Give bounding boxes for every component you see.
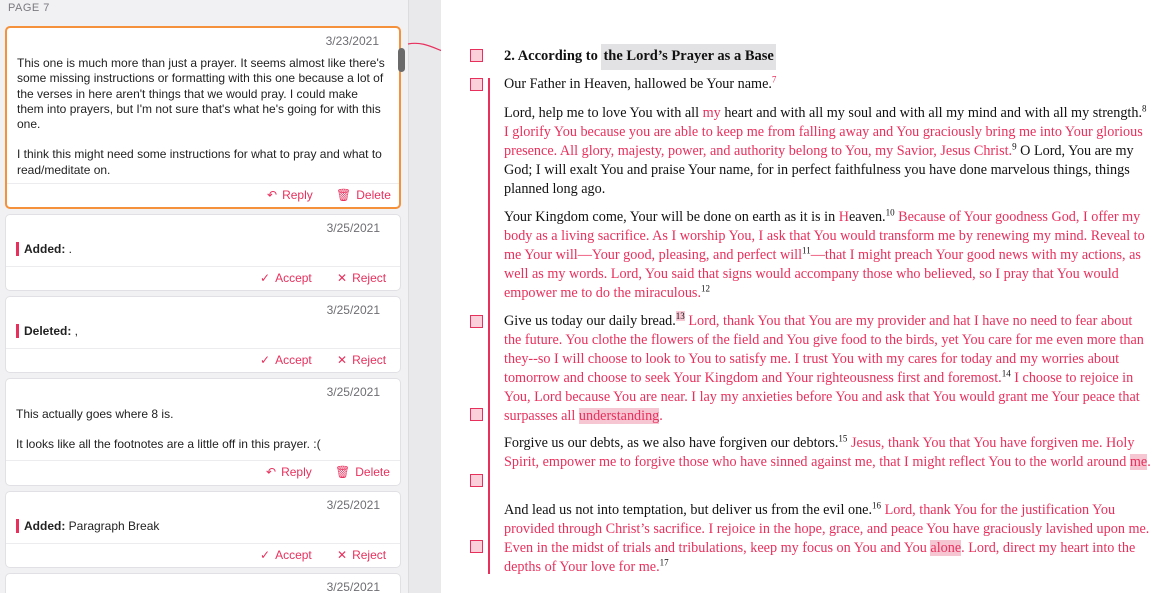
comment-marker[interactable] (470, 49, 483, 62)
gutter (409, 0, 441, 593)
reject-label: Reject (352, 271, 387, 285)
footnote-ref[interactable]: 15 (838, 433, 848, 444)
checkmark-icon: ✓ (260, 271, 271, 285)
checkmark-icon: ✓ (260, 548, 271, 562)
text-run: Lord, help me to love You with all (504, 105, 703, 121)
inserted-text: —that I might preach Your good news with my actions, as well as my words. Lord, You said that signs would accompany those who believed, so I pray that You would empower me to do the miraculous. (504, 247, 1141, 301)
inserted-text: my (702, 105, 721, 121)
reply-label: Reply (281, 465, 312, 479)
commented-text[interactable]: me (1129, 454, 1148, 470)
change-card[interactable] (5, 491, 401, 568)
change-date: 3/25/2021 (326, 221, 380, 235)
change-description (16, 519, 159, 533)
comment-actions (7, 183, 399, 206)
heading-prefix: 2. According to (504, 48, 602, 64)
change-kind: Added: (24, 242, 66, 256)
page-label: PAGE 7 (8, 2, 50, 14)
change-card[interactable] (5, 296, 401, 373)
reply-label: Reply (282, 188, 313, 202)
comment-marker[interactable] (470, 408, 483, 421)
accept-button[interactable] (260, 353, 312, 367)
reject-button[interactable] (337, 271, 386, 285)
paragraph (504, 434, 1152, 472)
reject-button[interactable] (337, 353, 386, 367)
reply-button[interactable] (267, 188, 313, 202)
footnote-ref[interactable]: 14 (1001, 368, 1011, 379)
change-description (16, 324, 78, 338)
inserted-text: Lord, thank You that You are my provider and hat I have no need to fear about the future. You clothe the flowers of the field and You give food to the birds, yet You care for me even more than they--so I will choose to look to You to satisfy me. I trust You with my cares for today and my worries about tomorrow and choose to seek Your Kingdom and Your righteousness first and foremost. (504, 313, 1144, 386)
inserted-text: H (838, 209, 849, 225)
footnote-ref[interactable]: 13 (675, 311, 685, 322)
comment-text: This actually goes where 8 is. (16, 407, 174, 421)
comment-text: It looks like all the footnotes are a little off in this prayer. :( (16, 437, 321, 452)
comment-marker[interactable] (470, 315, 483, 328)
delete-button[interactable] (335, 465, 390, 479)
footnote-ref[interactable]: 8 (1142, 103, 1147, 114)
footnote-ref[interactable]: 16 (872, 500, 882, 511)
change-marker (16, 242, 19, 256)
change-date: 3/25/2021 (326, 498, 380, 512)
section-heading (504, 45, 776, 67)
text-run: O Lord, You are my God; I will exalt You and praise Your name, for in perfect faithfulness you have done marvelous things, things planned long ago. (504, 143, 1134, 197)
delete-label: Delete (356, 188, 391, 202)
change-text: , (71, 324, 79, 338)
comments-panel (0, 0, 409, 593)
inserted-text: Jesus, thank You that You have forgiven me. Holy Spirit, empower me to forgive those who have sinned against me, that I might reflect You to the world around (504, 435, 1135, 470)
comment-card[interactable] (5, 573, 401, 593)
heading-highlight: the Lord’s Prayer as a Base (601, 44, 775, 70)
change-actions (6, 543, 400, 566)
inserted-text: Lord, thank You for the justification You provided through Christ’s sacrifice. I rejoice in the hope, grace, and peace You have graciously lavished upon me. Even in the midst of trials and tribulations, keep my focus on You and You (504, 502, 1150, 556)
comment-marker[interactable] (470, 78, 483, 91)
change-actions (6, 348, 400, 371)
inserted-text: I choose to rejoice in You, Lord because You are near. I lay my anxieties before You and ask that You would grant me Your peace that surpasses all (504, 370, 1140, 424)
text-run: Give us today our daily bread. (504, 313, 676, 329)
footnote-ref[interactable]: 11 (802, 245, 811, 256)
paragraph (504, 501, 1152, 577)
footnote-ref[interactable]: 17 (659, 557, 669, 568)
inserted-text: I glorify You because you are able to keep me from falling away and You graciously bring me into Your glorious presence. All glory, majesty, power, and authority belong to You, my Savior, Jesus Christ. (504, 124, 1143, 159)
paragraph (504, 104, 1152, 199)
text-run: Forgive us our debts, as we also have forgiven our debtors. (504, 435, 839, 451)
footnote-ref[interactable]: 12 (701, 283, 710, 294)
change-date: 3/25/2021 (326, 303, 380, 317)
inserted-text: . (1147, 454, 1151, 470)
reject-button[interactable] (337, 548, 386, 562)
footnote-ref[interactable]: 7 (771, 74, 777, 85)
inserted-text: . Lord, direct my heart into the depths of Your love for me. (504, 540, 1136, 575)
commented-text[interactable]: understanding (578, 408, 660, 424)
comment-text: This one is much more than just a prayer. It seems almost like there's some missing instructions or formatting with this one because a lot of the verses in here aren't things that we would pray. I could make them into prayers, but I'm not sure that's what he's going for with this one. (17, 56, 385, 132)
text-run: Your Kingdom come, Your will be done on earth as it is in (504, 209, 839, 225)
comment-marker[interactable] (470, 474, 483, 487)
accept-label: Accept (275, 271, 312, 285)
reply-arrow-icon: ↶ (266, 465, 277, 479)
change-description (16, 242, 72, 256)
accept-button[interactable] (260, 548, 312, 562)
comment-actions (6, 460, 400, 483)
x-icon: ✕ (337, 353, 348, 367)
delete-button[interactable] (336, 188, 391, 202)
document[interactable] (441, 0, 1166, 593)
checkmark-icon: ✓ (260, 353, 271, 367)
inserted-text: . (659, 408, 663, 424)
comment-marker[interactable] (470, 540, 483, 553)
delete-label: Delete (355, 465, 390, 479)
trash-icon: 🗑 (336, 188, 352, 202)
comment-card[interactable] (5, 26, 401, 209)
comment-body (17, 56, 385, 193)
scrollbar-thumb[interactable] (398, 48, 405, 72)
change-text: . (65, 242, 72, 256)
commented-text[interactable]: alone (930, 540, 962, 556)
comment-card[interactable] (5, 378, 401, 486)
text-run: heart and with all my soul and with all my mind and with all my strength. (720, 105, 1142, 121)
change-kind: Deleted: (24, 324, 72, 338)
paragraph (504, 75, 1152, 94)
footnote-ref[interactable]: 9 (1012, 141, 1017, 152)
change-marker (16, 324, 19, 338)
reject-label: Reject (352, 548, 387, 562)
text-run: Our Father in Heaven, hallowed be Your name. (504, 76, 772, 92)
change-text: Paragraph Break (65, 519, 160, 533)
change-actions (6, 266, 400, 289)
reply-arrow-icon: ↶ (267, 188, 278, 202)
change-marker (16, 519, 19, 533)
comment-date: 3/25/2021 (326, 580, 380, 593)
comment-date: 3/23/2021 (325, 34, 379, 48)
comment-text: I think this might need some instructions for what to pray and what to read/meditate on. (17, 147, 382, 177)
footnote-ref[interactable]: 10 (885, 207, 895, 218)
change-card[interactable] (5, 214, 401, 291)
reply-button[interactable] (266, 465, 312, 479)
change-kind: Added: (24, 519, 66, 533)
comment-date: 3/25/2021 (326, 385, 380, 399)
accept-button[interactable] (260, 271, 312, 285)
text-run: And lead us not into temptation, but deliver us from the evil one. (504, 502, 873, 518)
x-icon: ✕ (337, 548, 348, 562)
change-bar (488, 78, 490, 574)
inserted-text: Because of Your goodness God, I offer my body as a living sacrifice. As I worship You, I ask that You would transform me by renewing my mind. Reveal to me Your will—Your good, pleasing, and perfect will (504, 209, 1145, 263)
accept-label: Accept (275, 353, 312, 367)
paragraph (504, 312, 1152, 426)
trash-icon: 🗑 (335, 465, 351, 479)
comment-body (16, 407, 386, 468)
reject-label: Reject (352, 353, 387, 367)
paragraph (504, 208, 1152, 303)
text-run: eaven. (848, 209, 886, 225)
accept-label: Accept (275, 548, 312, 562)
x-icon: ✕ (337, 271, 348, 285)
